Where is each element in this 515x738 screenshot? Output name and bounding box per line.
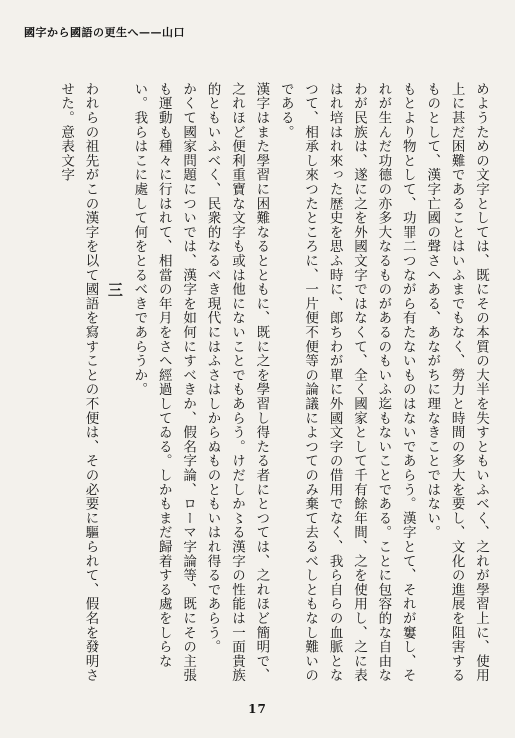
section-number: 三: [105, 282, 124, 303]
paragraph-2: もとより物として、功罪二つながら有たないものはないであらう。漢字とて、それが窶し、それが生んだ功德の亦多大なるものがあるのもいふ迄もないことである。ことに包容的な自由なわが民族は、遂に之を外國文字ではなくて、全く國家として千有餘年間、之を使用し、之に表はれ培はれ來った歴史を思ふ時に、郎ちわが單に外國文字の借用でなく、我ら自らの血脈となつて、相承し來つたところに、一片便不便等の論議によつてのみ棄て去るべしともなし難いのである。: [277, 82, 416, 683]
paragraph-5: われらの祖先がこの漢字を以て國語を寫すことの不便は、その必要に驅られて、假名を發明させた。意表文字: [58, 82, 99, 683]
paragraph-4: かくて國家問題についでは、漢字を如何にすべきか、假名字論、ローマ字論等、既にその主張も運動も種々に行はれて、相當の年月をさへ經過してゐる。しかもまだ歸着する處をしらない。我らはこに處して何をとるべきであらうか。: [131, 82, 197, 683]
paragraph-1: めようための文字としては、既にその本質の大半を失すともいふべく、之れが學習上に、使用上に甚だ困難であることはいふまでもなく、勞力と時間の多大を要し、文化の進展を阻害するものとして、漢字亡國の聲さへある、あながちに理なきことではない。: [424, 82, 489, 683]
running-head: 國字から國語の更生へ——山口: [24, 26, 185, 39]
page-number: 17: [248, 702, 267, 716]
paragraph-3: 漢字はまた學習に困難なるとともに、既に之を學習し得たる者にとつては、之れほど簡明で、之れほど便利重寶な文字も或は他にないことでもあらう。けだしか〻る漢字の性能は一面貴族的ともいふべく、民衆的なるべき現代にはふさはしからぬものともいはれ得るであらう。: [204, 82, 270, 683]
body-text: [28, 82, 493, 692]
